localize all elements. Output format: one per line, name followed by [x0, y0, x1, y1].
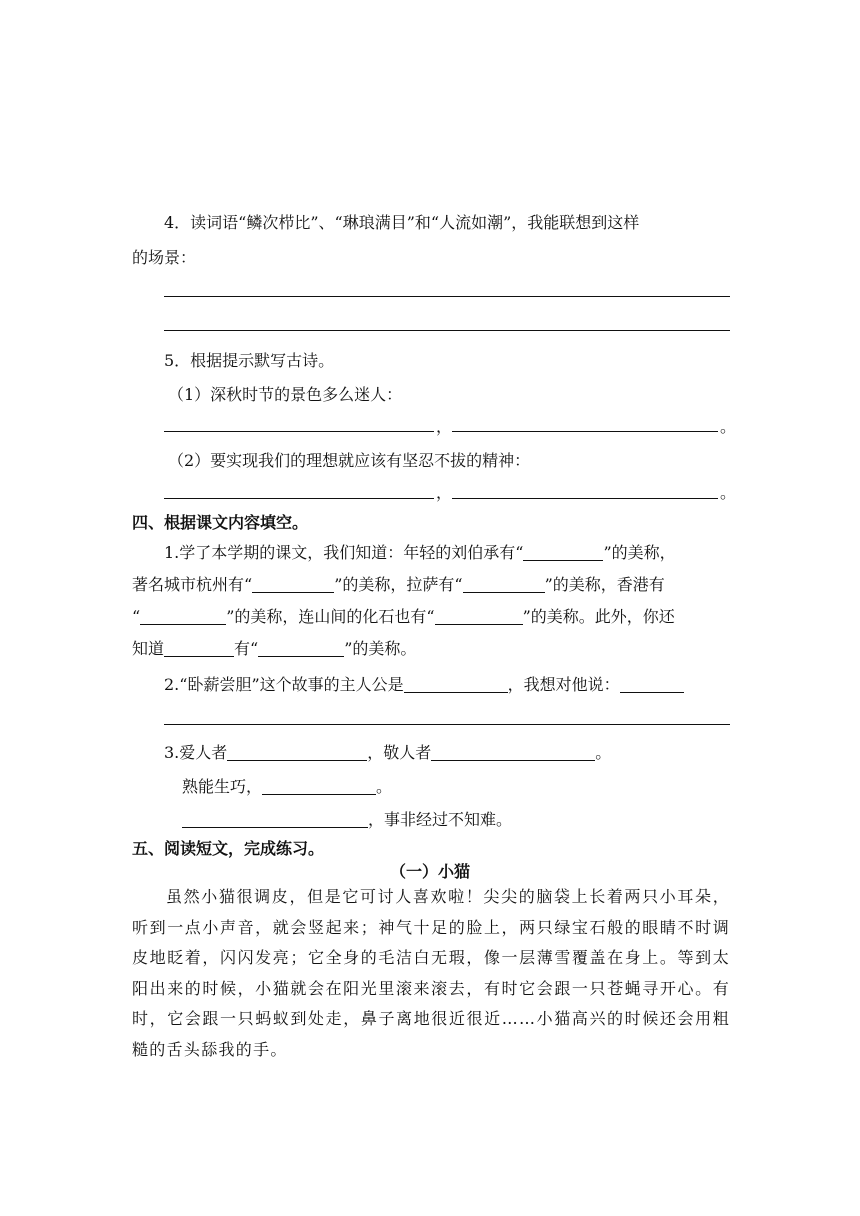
s4-q2-blank-message-start[interactable]	[620, 676, 684, 693]
s4-q3-line1	[164, 742, 611, 764]
q4-answer-line-2[interactable]	[164, 330, 730, 331]
q5-sub1: （1）深秋时节的景色多么迷人：	[168, 385, 403, 404]
s4-q3-blank-4[interactable]	[182, 811, 368, 828]
s4-q3-blank-3[interactable]	[262, 778, 376, 795]
s4-q1-text: “	[132, 607, 141, 626]
s4-q2-text: ，我想对他说：	[507, 675, 620, 694]
story-paragraph: 虽然小猫很调皮，但是它可讨人喜欢啦！尖尖的脑袋上长着两只小耳朵，听到一点小声音，就会竖起来；神气十足的脸上，两只绿宝石般的眼睛不时调皮地眨着，闪闪发亮；它全身的毛洁白无瑕，像一层薄雪覆盖在身上。等到太阳出来的时候，小猫就会在阳光里滚来滚去，有时它会跟一只苍蝇寻开心。有时，它会跟一只蚂蚁到处走，鼻子离地很近很近……小猫高兴的时候还会用粗糙的舌头舔我的手。	[132, 887, 730, 1059]
s4-q2-text: 2.“卧薪尝胆”这个故事的主人公是	[164, 675, 404, 694]
s4-q1-line3	[132, 606, 675, 628]
s4-q1-text: ”的美称，连山间的化石也有“	[226, 607, 435, 626]
q4-line2: 的场景：	[132, 248, 197, 267]
s4-q1-line4	[132, 638, 416, 660]
s4-q3-line2	[182, 776, 392, 798]
story-title: （一）小猫	[389, 862, 470, 881]
q5-1-blank-a[interactable]	[164, 431, 434, 432]
s4-q1-blank-other-place[interactable]	[164, 640, 234, 657]
q5-1-blank-b[interactable]	[452, 431, 718, 432]
s4-q1-text: ”的美称。	[344, 639, 417, 658]
q4-line1: 4．读词语“鳞次栉比”、“琳琅满目”和“人流如潮”，我能联想到这样	[164, 213, 640, 232]
s4-q1-text: ”的美称，香港有	[544, 575, 665, 594]
s4-q3-text: 。	[595, 743, 612, 762]
q5-2-comma: ，	[436, 483, 453, 502]
s4-q1-blank-liubocheng[interactable]	[523, 544, 603, 561]
q5-1-comma: ，	[436, 417, 453, 436]
s4-q1-text: 著名城市杭州有“	[132, 575, 253, 594]
s4-q1-blank-lasa[interactable]	[463, 576, 545, 593]
s4-q1-blank-fossil[interactable]	[435, 608, 523, 625]
s4-q3-text: ，事非经过不知难。	[368, 810, 513, 829]
s4-q1-line2	[132, 574, 665, 596]
s4-q1-text: 1.学了本学期的课文，我们知道：年轻的刘伯承有“	[164, 543, 524, 562]
s4-q1-text: ”的美称，拉萨有“	[334, 575, 463, 594]
q5-2-blank-a[interactable]	[164, 498, 434, 499]
s4-q2-answer-line[interactable]	[164, 724, 730, 725]
s4-q1-blank-other-title[interactable]	[258, 640, 344, 657]
q5-sub2: （2）要实现我们的理想就应该有坚忍不拔的精神：	[168, 451, 531, 470]
section4-heading: 四、根据课文内容填空。	[132, 513, 309, 532]
s4-q3-blank-2[interactable]	[431, 744, 595, 761]
s4-q3-text: 。	[376, 777, 393, 796]
s4-q1-blank-hongkong[interactable]	[140, 608, 226, 625]
s4-q1-text: ”的美称，	[603, 543, 676, 562]
s4-q1-blank-hangzhou[interactable]	[252, 576, 334, 593]
s4-q1-text: 有“	[234, 639, 259, 658]
s4-q1-text: ”的美称。此外，你还	[522, 607, 675, 626]
q5-1-period: 。	[720, 417, 737, 436]
q5-2-blank-b[interactable]	[452, 498, 718, 499]
s4-q1-text: 知道	[132, 639, 165, 658]
s4-q1-line1	[164, 542, 676, 564]
s4-q3-blank-1[interactable]	[227, 744, 367, 761]
section5-heading: 五、阅读短文，完成练习。	[132, 839, 325, 858]
s4-q3-text: 3.爱人者	[164, 743, 228, 762]
s4-q3-line3	[182, 809, 512, 831]
s4-q3-text: 熟能生巧，	[182, 777, 263, 796]
q5-title: 5．根据提示默写古诗。	[164, 351, 335, 370]
s4-q3-text: ，敬人者	[367, 743, 432, 762]
s4-q2-line1	[164, 674, 684, 696]
q5-2-period: 。	[720, 483, 737, 502]
q4-answer-line-1[interactable]	[164, 296, 730, 297]
s4-q2-blank-protagonist[interactable]	[404, 676, 508, 693]
